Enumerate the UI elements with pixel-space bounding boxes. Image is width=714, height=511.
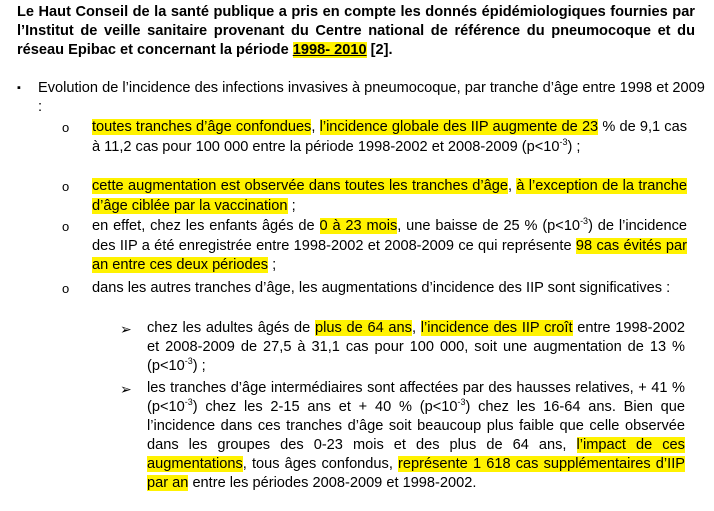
highlight-text: plus de 64 ans [315, 320, 412, 336]
arrow-bullet-icon: ➢ [120, 321, 132, 337]
sub-item-other-ages: dans les autres tranches d’âge, les augmentations d’incidence des IIP sont significatives : [92, 280, 671, 296]
highlight-text: l’incidence des IIP croît [420, 320, 573, 336]
circle-bullet-icon: o [62, 281, 70, 296]
text-run: , une baisse de 25 % (p<10 [397, 218, 581, 234]
sub-item-increase [92, 177, 687, 216]
subsub-item-adults [147, 319, 685, 376]
highlight-text: l’incidence globale des IIP augmente de 23 [319, 119, 599, 135]
superscript: -3 [580, 216, 589, 227]
text-run: , [411, 320, 421, 336]
text-run: ) ; [192, 358, 206, 374]
text-run: ; [287, 197, 296, 214]
highlight-text: l’impact de ces augmentations [147, 437, 685, 472]
period-highlight: 1998- 2010 [292, 42, 367, 58]
text-run: chez les adultes âgés de [147, 320, 316, 336]
text-run: entre les périodes 2008-2009 et 1998-2002. [188, 475, 477, 491]
sub-item-global [92, 118, 687, 157]
highlight-text: 98 cas évités par an entre ces deux périodes [92, 237, 687, 273]
superscript: -3 [184, 356, 193, 367]
text-run: , tous âges confondus, [242, 456, 399, 472]
intro-reference: [2]. [366, 42, 393, 58]
text-run: ) chez les 2-15 ans et + 40 % (p<10 [192, 399, 458, 415]
text-run: , [311, 119, 320, 135]
text-run: les tranches d’âge intermédiaires sont affectées par des hausses relatives, + 41 % (p<10 [147, 380, 685, 415]
superscript: -3 [559, 136, 568, 147]
circle-bullet-icon: o [62, 219, 70, 234]
text-run: % de 9,1 cas à 11,2 cas pour 100 000 entre la période 1998-2002 et 2008-2009 (p<10 [92, 119, 687, 155]
intro-text: Le Haut Conseil de la santé publique a pris en compte les donnés épidémiologiques fournies par l’Institut de veille sanitaire provenant du Centre national de référence du pneumocoque et du réseau Epibac et concernant la période [17, 4, 695, 58]
superscript: -3 [184, 397, 193, 408]
text-run: ) ; [567, 138, 581, 155]
circle-bullet-icon: o [62, 179, 70, 194]
highlight-text: 0 à 23 mois [319, 218, 398, 234]
subsub-item-intermediate [147, 379, 685, 493]
superscript: -3 [457, 397, 466, 408]
highlight-text: à l’exception de la tranche d’âge ciblée par la vaccination [92, 178, 687, 214]
text-run: , [507, 178, 517, 194]
sub-item-children [92, 217, 687, 276]
text-run: entre 1998-2002 et 2008-2009 de 27,5 à 31,1 cas pour 100 000, soit une augmentation de 13 % (p<10 [147, 320, 686, 374]
highlight-text: représente 1 618 cas supplémentaires d’IIP par an [147, 456, 685, 491]
intro-paragraph [17, 3, 695, 60]
arrow-bullet-icon: ➢ [120, 381, 132, 397]
text-run: ; [268, 257, 277, 273]
bullet-evolution: Evolution de l’incidence des infections invasives à pneumocoque, par tranche d’âge entre 1998 et 2009 : [38, 80, 705, 115]
text-run: ) chez les 16-64 ans. Bien que l’incidence dans ces tranches d’âge soit beaucoup plus faible que celle observée dans les groupes des 0-23 mois et des plus de 64 ans, [147, 399, 685, 453]
text-run: en effet, chez les enfants âgés de [92, 218, 320, 234]
circle-bullet-icon: o [62, 120, 70, 135]
highlight-text: toutes tranches d’âge confondues [92, 119, 312, 135]
square-bullet-icon: ▪ [17, 82, 21, 94]
highlight-text: cette augmentation est observée dans toutes les tranches d’âge [92, 178, 508, 194]
text-run: ) de l’incidence des IIP a été enregistrée entre 1998-2002 et 2008-2009 ce qui représente [92, 218, 687, 254]
